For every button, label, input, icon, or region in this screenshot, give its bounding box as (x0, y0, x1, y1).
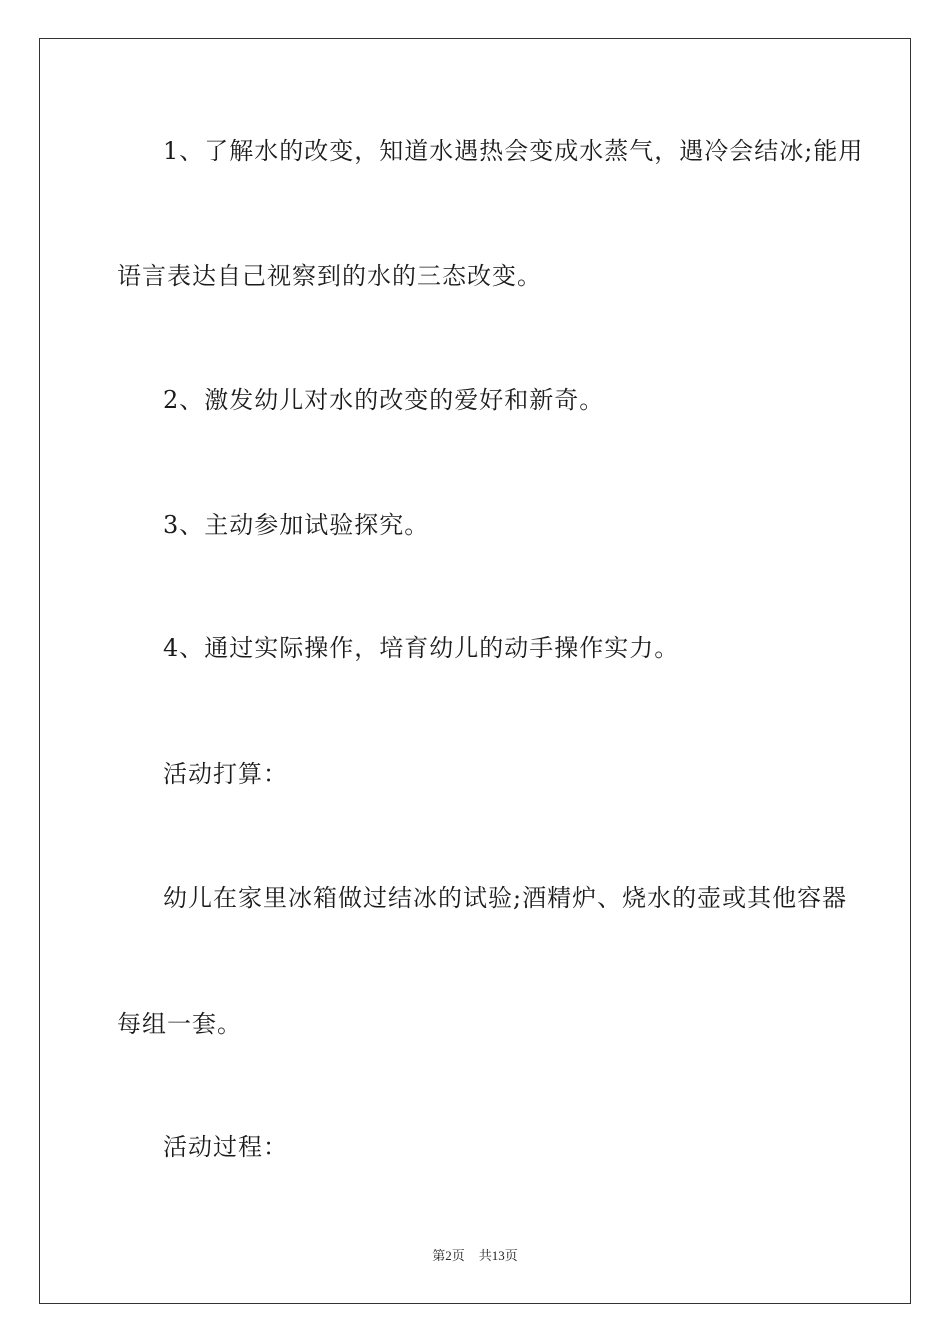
paragraph-2: 2、激发幼儿对水的改变的爱好和新奇。 (163, 386, 605, 414)
paragraph-3: 3、主动参加试验探究。 (163, 511, 430, 539)
paragraph-4: 4、通过实际操作，培育幼儿的动手操作实力。 (163, 634, 680, 662)
paragraph-1-line-2: 语言表达自己视察到的水的三态改变。 (117, 262, 542, 290)
paragraph-6-line-2: 每组一套。 (117, 1010, 242, 1038)
section-heading-process: 活动过程： (163, 1133, 288, 1161)
paragraph-1-line-1: 1、了解水的改变，知道水遇热会变成水蒸气，遇冷会结冰;能用 (163, 137, 864, 165)
section-heading-preparation: 活动打算： (163, 760, 288, 788)
page-number: 第2页 (432, 1248, 465, 1263)
paragraph-6-line-1: 幼儿在家里冰箱做过结冰的试验;酒精炉、烧水的壶或其他容器 (163, 884, 848, 912)
page-footer (0, 1247, 950, 1265)
page-total: 共13页 (478, 1248, 518, 1263)
page-frame (39, 38, 911, 1304)
